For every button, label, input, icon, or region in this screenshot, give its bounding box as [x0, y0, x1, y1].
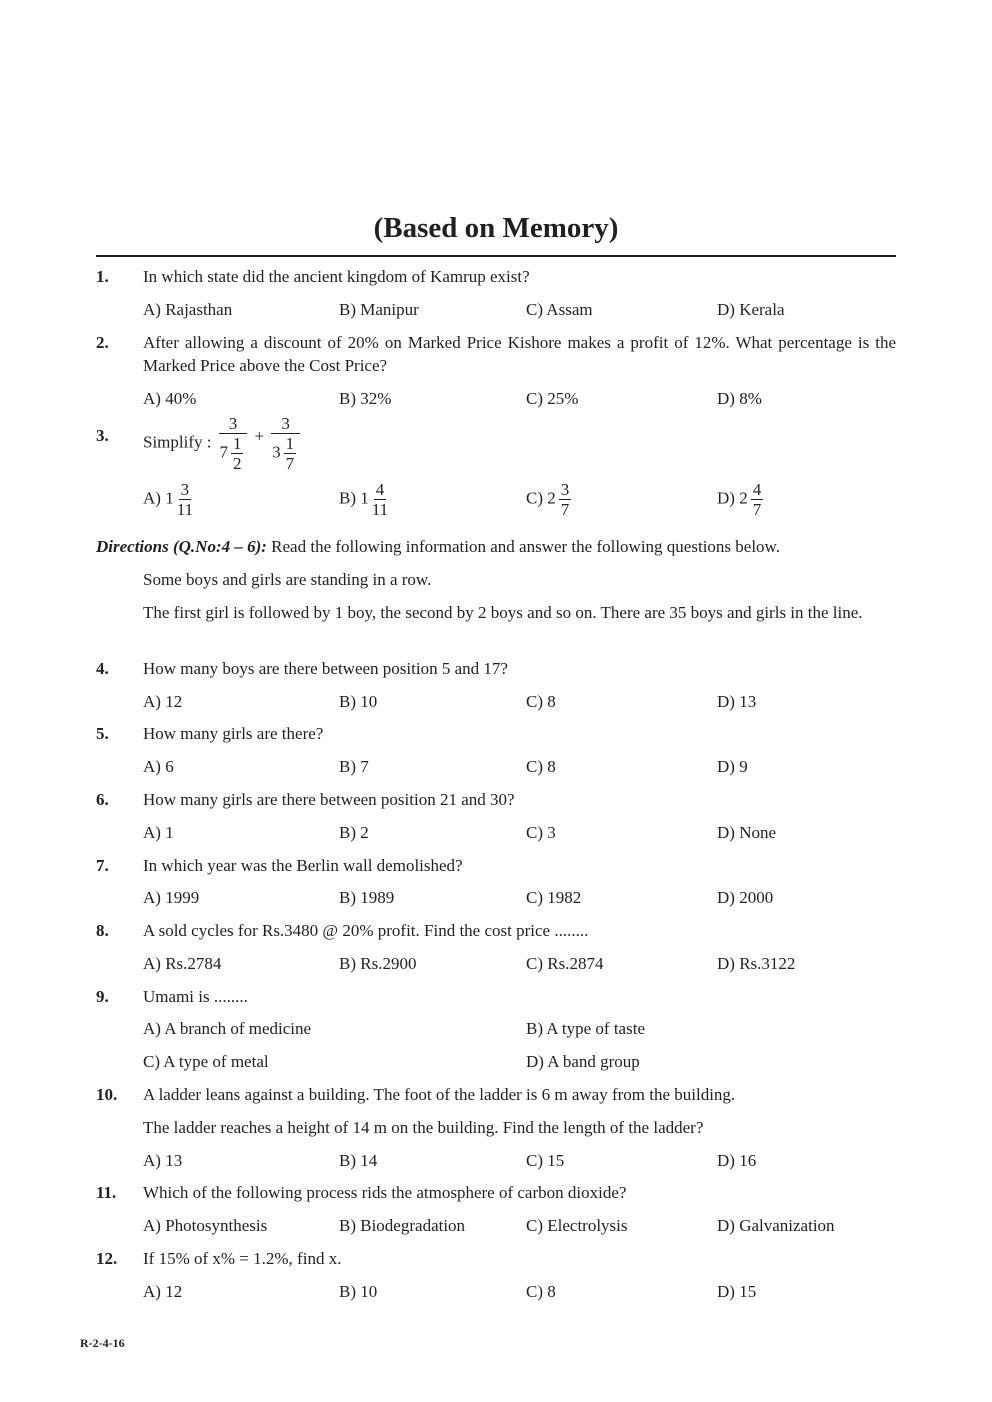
option-a: A) Rs.2784 — [143, 954, 222, 973]
option-b: B) 7 — [339, 757, 369, 776]
directions-text: Read the following information and answer the following questions below. — [266, 537, 780, 556]
option-b: B) 10 — [339, 1282, 378, 1301]
numerator: 4 — [752, 480, 762, 499]
option-a: A) Rajasthan — [143, 300, 233, 319]
question-text: A sold cycles for Rs.3480 @ 20% profit. Find the cost price ........ — [143, 921, 589, 940]
option-b: B) Biodegradation — [339, 1216, 466, 1235]
denominator — [219, 434, 246, 473]
numerator: 3 — [560, 480, 570, 499]
directions — [96, 535, 896, 558]
option-a: A) 1999 — [143, 888, 200, 907]
option-a — [143, 480, 196, 519]
option-b — [339, 480, 391, 519]
numerator: 3 — [219, 414, 248, 434]
denominator: 7 — [285, 454, 295, 473]
option-d: D) Galvanization — [717, 1216, 835, 1235]
question-text — [143, 414, 896, 473]
question-number: 4. — [96, 659, 109, 678]
option-a: A) 12 — [143, 692, 183, 711]
option-b: B) A type of taste — [526, 1019, 645, 1038]
fraction-2 — [271, 414, 300, 473]
numerator: 4 — [375, 480, 385, 499]
question-number: 1. — [96, 267, 109, 286]
question-text: In which year was the Berlin wall demolished? — [143, 856, 463, 875]
question-number: 10. — [96, 1085, 118, 1104]
option-d: D) Kerala — [717, 300, 785, 319]
option-c: C) 8 — [526, 692, 556, 711]
denominator: 7 — [752, 500, 762, 519]
option-c: C) Rs.2874 — [526, 954, 604, 973]
option-c: C) 8 — [526, 1282, 556, 1301]
question-text: If 15% of x% = 1.2%, find x. — [143, 1249, 342, 1268]
whole: 7 — [219, 442, 228, 462]
option-d: D) Rs.3122 — [717, 954, 796, 973]
option-b: B) 2 — [339, 823, 369, 842]
question-text: Which of the following process rids the atmosphere of carbon dioxide? — [143, 1183, 627, 1202]
option-a: A) Photosynthesis — [143, 1216, 268, 1235]
fraction-1 — [219, 414, 248, 473]
plus-sign: + — [254, 426, 265, 446]
option-d: D) 15 — [717, 1282, 757, 1301]
denominator: 7 — [560, 500, 570, 519]
option-c: C) 8 — [526, 757, 556, 776]
numerator: 1 — [232, 434, 242, 453]
question-number: 9. — [96, 987, 109, 1006]
option-c: C) 1982 — [526, 888, 582, 907]
denominator: 11 — [371, 500, 389, 519]
numerator: 3 — [180, 480, 190, 499]
option-c: C) 15 — [526, 1151, 565, 1170]
option-a: A) 6 — [143, 757, 174, 776]
option-d: D) 8% — [717, 389, 762, 408]
question-text: How many boys are there between position 5 and 17? — [143, 659, 508, 678]
option-b: B) Manipur — [339, 300, 419, 319]
option-d: D) 2000 — [717, 888, 774, 907]
question-number: 6. — [96, 790, 109, 809]
directions-paragraph-2: The first girl is followed by 1 boy, the second by 2 boys and so on. There are 35 boys and girls in the line. — [143, 603, 863, 622]
directions-label: Directions (Q.No:4 – 6): — [96, 537, 267, 556]
option-a: A) 13 — [143, 1151, 183, 1170]
question-text: How many girls are there between position 21 and 30? — [143, 790, 515, 809]
option-a: A) A branch of medicine — [143, 1019, 312, 1038]
question-number: 5. — [96, 724, 109, 743]
option-a: A) 40% — [143, 389, 197, 408]
footer-code: R-2-4-16 — [80, 1336, 125, 1350]
option-d: D) None — [717, 823, 777, 842]
question-number: 12. — [96, 1249, 118, 1268]
option-b: B) 14 — [339, 1151, 378, 1170]
denominator — [272, 434, 299, 473]
question-text: In which state did the ancient kingdom of Kamrup exist? — [143, 267, 530, 286]
option-d: D) 9 — [717, 757, 748, 776]
page-title: (Based on Memory) — [373, 212, 619, 244]
option-a: A) 1 — [143, 823, 174, 842]
option-c: C) 25% — [526, 389, 579, 408]
denominator: 2 — [232, 454, 242, 473]
whole: 3 — [272, 442, 281, 462]
directions-paragraph-1: Some boys and girls are standing in a row. — [143, 570, 432, 589]
option-b: B) 10 — [339, 692, 378, 711]
option-label: D) 2 — [717, 488, 748, 508]
question-text: After allowing a discount of 20% on Marked Price Kishore makes a profit of 12%. What percentage is the Marked Price above the Cost Price? — [143, 333, 896, 375]
numerator: 1 — [285, 434, 295, 453]
question-number: 7. — [96, 856, 109, 875]
option-c — [526, 480, 574, 519]
question-text: A ladder leans against a building. The foot of the ladder is 6 m away from the building. — [143, 1085, 736, 1104]
numerator: 3 — [271, 414, 300, 434]
question-number: 8. — [96, 921, 109, 940]
option-b: B) Rs.2900 — [339, 954, 417, 973]
option-c: C) A type of metal — [143, 1052, 269, 1071]
option-c: C) Assam — [526, 300, 593, 319]
option-label: C) 2 — [526, 488, 556, 508]
question-number: 2. — [96, 333, 109, 352]
denominator: 11 — [176, 500, 194, 519]
question-text: Umami is ........ — [143, 987, 248, 1006]
option-label: B) 1 — [339, 488, 369, 508]
question-number: 11. — [96, 1183, 117, 1202]
question-text: How many girls are there? — [143, 724, 324, 743]
option-a: A) 12 — [143, 1282, 183, 1301]
option-c: C) 3 — [526, 823, 556, 842]
question-text-2: The ladder reaches a height of 14 m on the building. Find the length of the ladder? — [143, 1118, 704, 1137]
option-d: D) 16 — [717, 1151, 757, 1170]
option-d — [717, 480, 766, 519]
option-d: D) 13 — [717, 692, 757, 711]
title-rule — [96, 255, 896, 257]
option-label: A) 1 — [143, 488, 174, 508]
option-b: B) 32% — [339, 389, 392, 408]
option-d: D) A band group — [526, 1052, 640, 1071]
option-c: C) Electrolysis — [526, 1216, 628, 1235]
option-b: B) 1989 — [339, 888, 395, 907]
simplify-label: Simplify : — [143, 432, 212, 452]
question-number: 3. — [96, 426, 109, 445]
